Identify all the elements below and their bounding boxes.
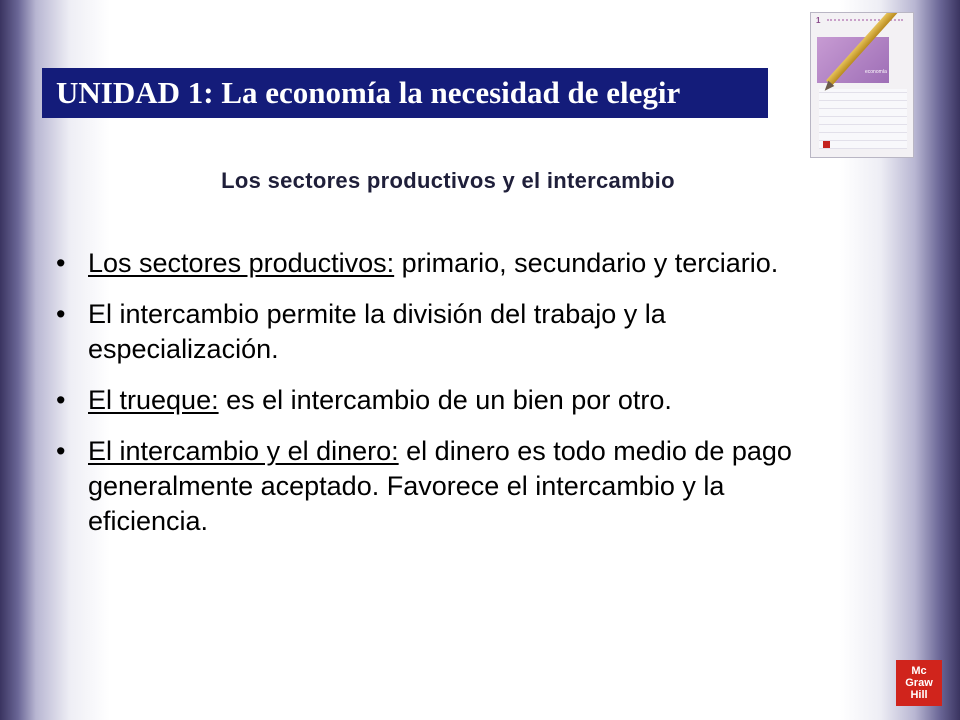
unit-title-banner — [42, 68, 768, 118]
logo-line: Hill — [910, 689, 928, 701]
cover-title: economía — [865, 69, 887, 75]
bullet-list — [56, 246, 846, 555]
publisher-mark-icon — [823, 141, 830, 148]
book-cover-image — [810, 12, 914, 158]
unit-title: UNIDAD 1: La economía la necesidad de elegir — [56, 75, 681, 110]
bullet-text: El intercambio permite la división del trabajo y la especialización. — [88, 299, 666, 364]
bullet-text: es el intercambio de un bien por otro. — [218, 385, 672, 415]
bullet-dot: • — [56, 248, 66, 278]
bullet-term: Los sectores productivos: — [88, 248, 395, 278]
bullet-item — [56, 383, 846, 418]
mcgraw-hill-logo — [896, 660, 942, 706]
bullet-dot: • — [56, 436, 66, 466]
bullet-text: el dinero es todo medio de pago generalmente aceptado. Favorece el intercambio y la eficiencia. — [88, 436, 792, 536]
section-subtitle: Los sectores productivos y el intercambio — [221, 168, 675, 193]
logo-line: Graw — [905, 677, 933, 689]
bullet-item — [56, 434, 846, 539]
cover-lined-paper — [819, 89, 907, 149]
logo-line: Mc — [911, 665, 927, 677]
bullet-term: El intercambio y el dinero: — [88, 436, 399, 466]
bullet-item — [56, 246, 846, 281]
bullet-term: El trueque: — [88, 385, 219, 415]
bullet-text: primario, secundario y terciario. — [394, 248, 779, 278]
bullet-dot: • — [56, 385, 66, 415]
bullet-item — [56, 297, 846, 367]
bullet-dot: • — [56, 299, 66, 329]
cover-number: 1 — [816, 16, 821, 25]
